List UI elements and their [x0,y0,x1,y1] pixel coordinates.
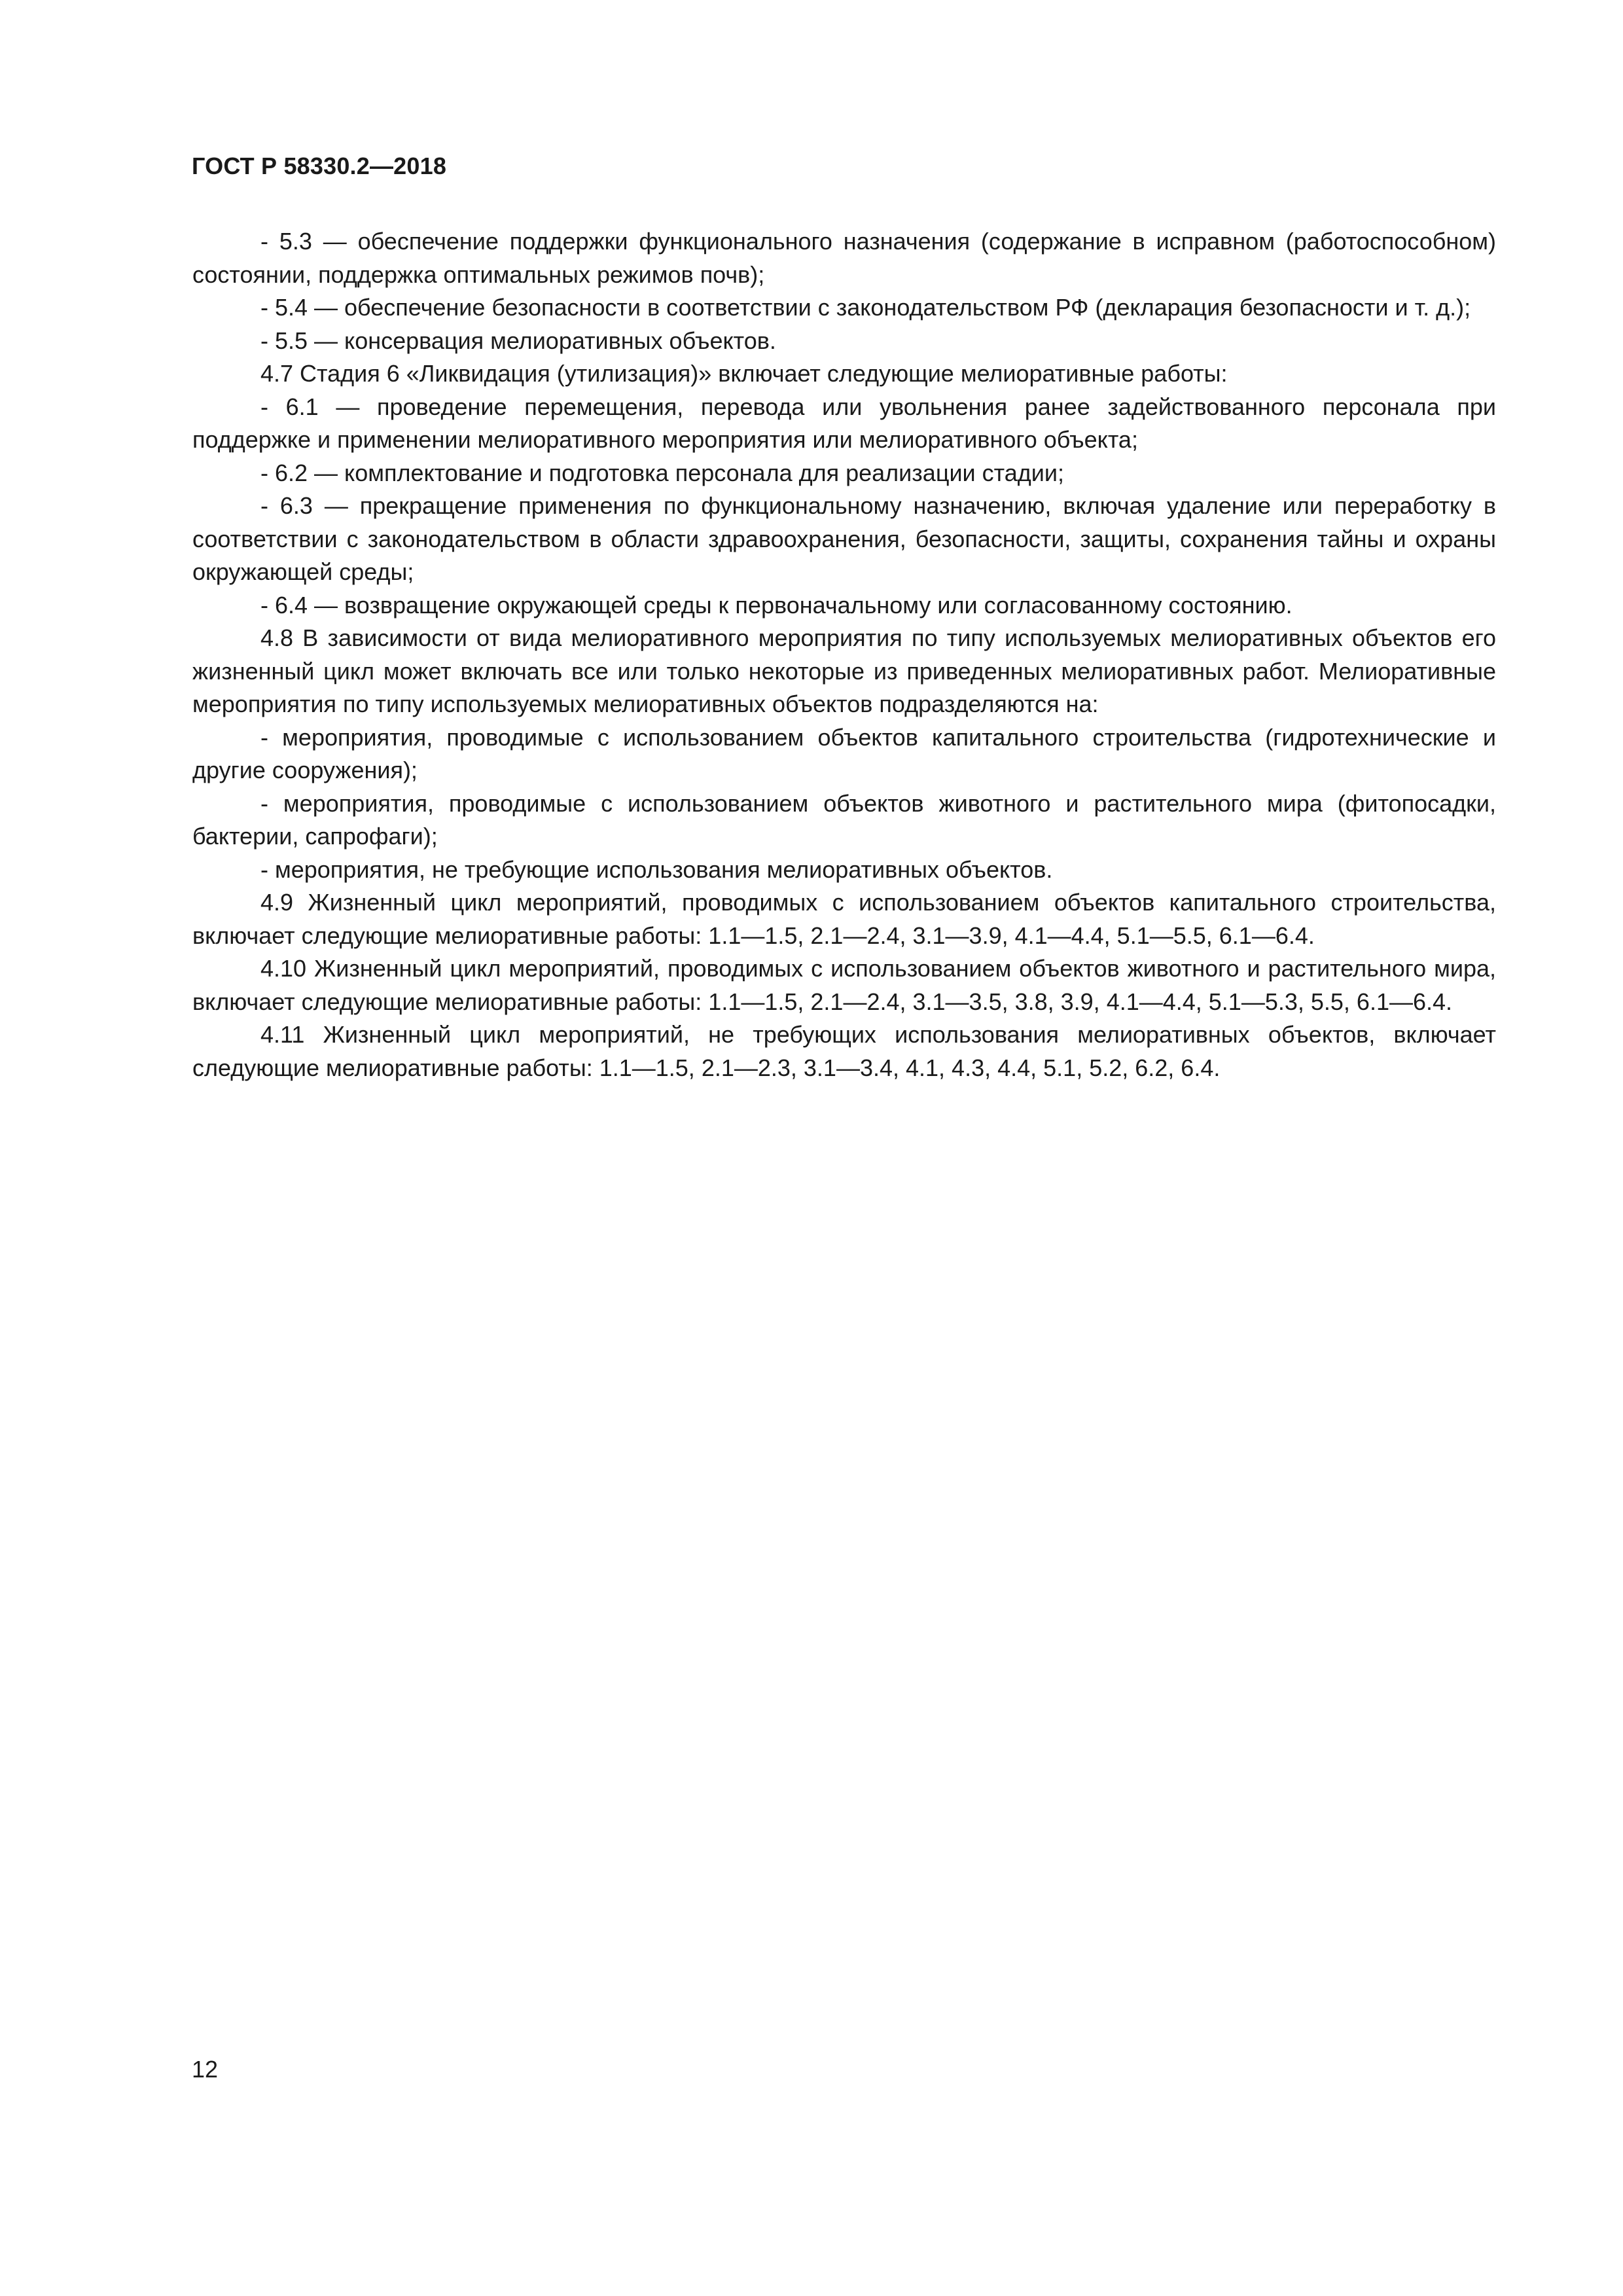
page-number: 12 [192,2056,219,2083]
document-body [192,225,1496,1085]
paragraph-item-5-5: - 5.5 — консервация мелиоративных объектов. [260,327,776,354]
document-header: ГОСТ Р 58330.2—2018 [192,152,447,179]
paragraph-item-6-4: - 6.4 — возвращение окружающей среды к первоначальному или согласованному состоянию. [260,591,1293,619]
paragraph-clause-4-11: 4.11 Жизненный цикл мероприятий, не требующих использования мелиоративных объектов, включает следующие мелиоративные работы: 1.1—1.5, 2.1—2.3, 3.1—3.4, 4.1, 4.3, 4.4, 5.1, 5.2, 6.2, 6.4. [192,1021,1496,1081]
paragraph-item-6-3: - 6.3 — прекращение применения по функциональному назначению, включая удаление или переработку в соответствии с законодательством в области здравоохранения, безопасности, защиты, сохранения тайны и охраны окружающей среды; [192,492,1496,585]
paragraph-clause-4-9: 4.9 Жизненный цикл мероприятий, проводимых с использованием объектов капитального строительства, включает следующие мелиоративные работы: 1.1—1.5, 2.1—2.4, 3.1—3.9, 4.1—4.4, 5.1—5.5, 6.1—6.4. [192,889,1496,949]
paragraph-bullet-flora-fauna: - мероприятия, проводимые с использованием объектов животного и растительного мира (фитопосадки, бактерии, сапрофаги); [192,789,1496,850]
paragraph-bullet-no-objects: - мероприятия, не требующие использования мелиоративных объектов. [260,855,1053,883]
paragraph-bullet-capital-construction: - мероприятия, проводимые с использованием объектов капитального строительства (гидротехнические и другие сооружения); [192,723,1496,783]
paragraph-item-6-2: - 6.2 — комплектование и подготовка персонала для реализации стадии; [260,459,1064,486]
paragraph-item-5-3: - 5.3 — обеспечение поддержки функционального назначения (содержание в исправном (работоспособном) состоянии, поддержка оптимальных режимов почв); [192,228,1496,288]
paragraph-clause-4-7: 4.7 Стадия 6 «Ликвидация (утилизация)» включает следующие мелиоративные работы: [260,360,1228,387]
paragraph-clause-4-10: 4.10 Жизненный цикл мероприятий, проводимых с использованием объектов животного и растительного мира, включает следующие мелиоративные работы: 1.1—1.5, 2.1—2.4, 3.1—3.5, 3.8, 3.9, 4.1—4.4, 5.1—5.3, 5.5, 6.1—6.4. [192,955,1496,1015]
paragraph-item-5-4: - 5.4 — обеспечение безопасности в соответствии с законодательством РФ (декларация безопасности и т. д.); [260,294,1471,321]
paragraph-clause-4-8: 4.8 В зависимости от вида мелиоративного мероприятия по типу используемых мелиоративных объектов его жизненный цикл может включать все или только некоторые из приведенных мелиоративных работ. Мелиоративные мероприятия по типу используемых мелиоративных объектов подразделяются на: [192,624,1496,717]
paragraph-item-6-1: - 6.1 — проведение перемещения, перевода или увольнения ранее задействованного персонала при поддержке и применении мелиоративного мероприятия или мелиоративного объекта; [192,393,1496,453]
